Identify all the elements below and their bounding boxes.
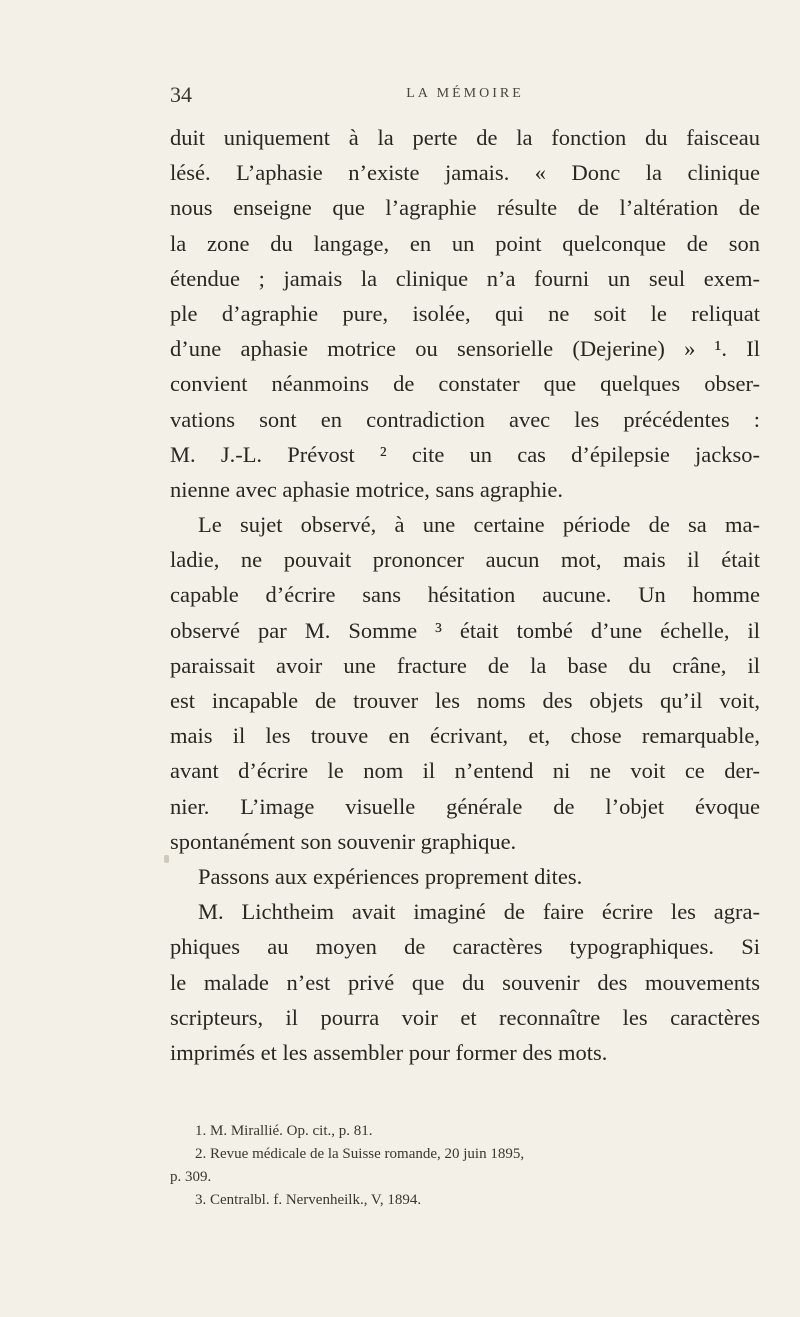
text-line: M. J.-L. Prévost ² cite un cas d’épilepsie jackso- [170,441,760,467]
text-line: nienne avec aphasie motrice, sans agraphie. [170,476,563,502]
text-line: est incapable de trouver les noms des objets qu’il voit, [170,688,760,713]
text-line: phiques au moyen de caractères typographiques. Si [170,934,760,960]
text-line: nous enseigne que l’agraphie résulte de l’altération de [170,195,760,221]
text-line: nier. L’image visuelle générale de l’objet évoque [170,793,760,819]
text-line: imprimés et les assembler pour former des mots. [170,1039,608,1065]
text-line: étendue ; jamais la clinique n’a fourni un seul exem- [170,265,760,291]
text-line: vations sont en contradiction avec les précédentes : [170,406,760,432]
text-line: observé par M. Somme ³ était tombé d’une échelle, il [170,617,760,643]
footnote: 3. Centralbl. f. Nervenheilk., V, 1894. [195,1192,422,1208]
text-line: spontanément son souvenir graphique. [170,828,517,854]
text-line: Le sujet observé, à une certaine période de sa ma- [198,512,760,538]
text-line: ple d’agraphie pure, isolée, qui ne soit le reliquat [170,300,760,326]
text-line: paraissait avoir une fracture de la base du crâne, il [170,652,760,678]
page-number: 34 [170,82,192,107]
text-line: duit uniquement à la perte de la fonction du faisceau [170,125,760,150]
footnotes [170,1120,763,1212]
running-title: LA MÉMOIRE [406,86,524,101]
footnote: 2. Revue médicale de la Suisse romande, 20 juin 1895, [195,1146,525,1162]
ink-mark [164,855,169,863]
text-line: M. Lichtheim avait imaginé de faire écrire les agra- [198,899,760,925]
text-line: convient néanmoins de constater que quelques obser- [170,371,760,397]
body-text [170,120,760,1070]
text-line: ladie, ne pouvait prononcer aucun mot, mais il était [170,547,760,573]
page-header [170,82,760,112]
text-line: scripteurs, il pourra voir et reconnaître les caractères [170,1004,760,1030]
text-line: capable d’écrire sans hésitation aucune. Un homme [170,582,760,608]
text-line: Passons aux expériences proprement dites. [198,863,583,889]
footnote: 1. M. Mirallié. Op. cit., p. 81. [195,1123,373,1139]
text-line: mais il les trouve en écrivant, et, chose remarquable, [170,723,760,749]
text-line: avant d’écrire le nom il n’entend ni ne voit ce der- [170,758,760,784]
text-line: lésé. L’aphasie n’existe jamais. « Donc la clinique [170,160,760,186]
text-line: d’une aphasie motrice ou sensorielle (Dejerine) » ¹. Il [170,336,760,362]
text-line: le malade n’est privé que du souvenir des mouvements [170,969,760,995]
text-line: la zone du langage, en un point quelconque de son [170,230,760,256]
footnote-continuation: p. 309. [170,1169,212,1185]
